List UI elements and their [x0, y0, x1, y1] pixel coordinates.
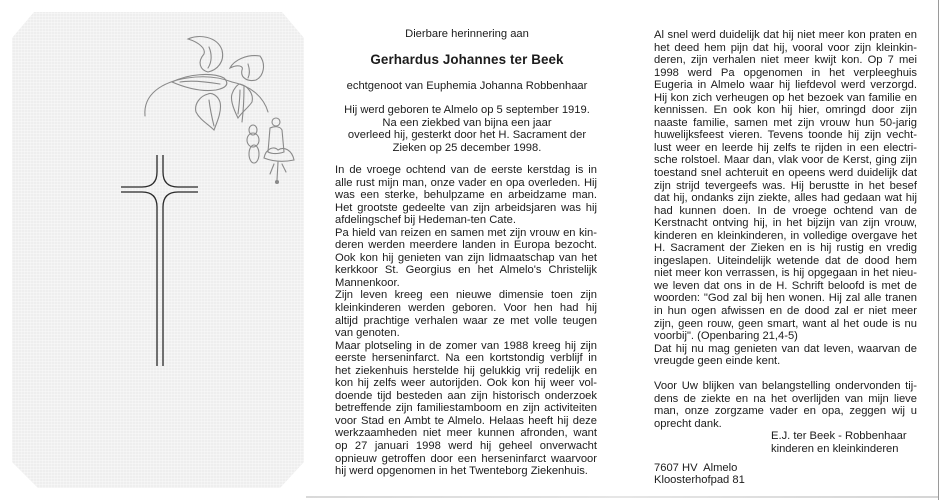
birth-death-block: [335, 104, 599, 154]
paragraph: Maar plotseling in de zomer van 1988 kreeg hij zijn eerste herseninfarct. Na een kortstondig verblijf in het ziekenhuis herstelde hij gelukkig vrij redelijk en kon hij zelfs weer autorijden. Ook kon hij weer voldoende tijd besteden aan zijn historisch onderzoek betreffende zijn familiestamboom en zijn activiteiten voor Stad en Ambt te Almelo. Helaas heeft hij deze werkzaamheden niet meer kunnen afronden, want op 27 januari 1998 werd hij geheel onverwacht opnieuw getroffen door een herseninfarct waarvoor hij werd opgenomen in het Twenteborg Ziekenhuis.: [335, 339, 597, 478]
intro-text: Dierbare herinnering aan: [405, 28, 529, 40]
paragraph: Dat hij nu mag genieten van dat leven, waarvan de vreugde geen einde kent.: [654, 342, 917, 368]
paragraph: Zijn leven kreeg een nieuwe dimensie toen zijn kleinkinderen werden geboren. Voor hen had hij altijd prachtige verhalen waar ze met volle teugen van genoten.: [335, 289, 597, 340]
address-line-2: Kloosterhofpad 81: [654, 474, 745, 487]
panel-bottom-edge: [306, 496, 938, 498]
paragraph: Al snel werd duidelijk dat hij niet meer kon praten en het deed hem pijn dat hij, vooral voor zijn kleinkinderen, zijn verhalen niet meer kwijt kon. Op 7 mei 1998 werd Pa opgenomen in het verpleeghuis Eugeria in Almelo waar hij liefdevol werd verzorgd. Hij kon zich verheugen op het bezoek van familie en kennissen. En ook kon hij hier, omringd door zijn naaste familie, samen met zijn vrouw hun 50-jarig huwelijksfeest vieren. Tevens toonde hij zijn vechtlust weer en leerde hij zelfs te rijden in een electrische rolstoel. Maar dan, vlak voor de Kerst, ging zijn toestand snel achteruit en opeens werd duidelijk dat zijn strijd tevergeefs was. Hij berustte in het besef dat hij, ondanks zijn ziekte, alles had gedaan wat hij had kunnen doen. In de vroege ochtend van de Kerstnacht ontving hij, in het bijzijn van zijn vrouw, kinderen en kleinkinderen, in volledige overgave het H. Sacrament der Zieken en is hij rustig en vredig ingeslapen. Uiteindelijk wetende dat de dood hem niet meer kon verrassen, is hij opgegaan in het nieuwe leven dat ons in de H. Schrift beloofd is met de woorden: "God zal bij hen wonen. Hij zal alle tranen in hun ogen afwissen en de dood zal er niet meer zijn, geen rouw, geen smart, want al het oude is nu voorbij". (Openbaring 21,4-5): [654, 29, 917, 343]
paragraph: In de vroege ochtend van de eerste kerstdag is in alle rust mijn man, onze vader en opa overleden. Hij was een sterke, behulpzame en arbeidzame man. Het grootste gedeelte van zijn arbeidsjaren was hij afdelingschef bij Hedeman-ten Cate.: [335, 164, 597, 227]
card-front: [12, 12, 304, 488]
fuchsia-flower-icon: [145, 37, 294, 184]
thanks-text: Voor Uw blijken van belangstelling ondervonden tijdens de ziekte en na het overlijden van mijn lieve man, onze zorgzame vader en opa, zeggen wij u oprecht dank.: [654, 380, 917, 430]
card-illustration: [12, 12, 304, 488]
birth-line: Na een ziekbed van bijna een jaar: [382, 116, 552, 129]
signature-line-1: E.J. ter Beek - Robbenhaar: [771, 430, 907, 443]
signature-line-2: kinderen en kleinkinderen: [771, 443, 899, 455]
birth-line: Zieken op 25 december 1998.: [392, 141, 542, 154]
birth-line: Hij werd geboren te Almelo op 5 september 1919.: [344, 104, 590, 116]
cross-icon: [121, 155, 198, 366]
life-story-continued: [654, 29, 917, 487]
life-story: [335, 164, 597, 478]
paragraph: Pa hield van reizen en samen met zijn vrouw en kinderen werden meerdere landen in Europa bezocht. Ook kon hij genieten van zijn lidmaatschap van het kerkkoor St. Georgius en het Almelo's Christelijk Mannenkoor.: [335, 226, 597, 289]
spouse-text: echtgenoot van Euphemia Johanna Robbenhaar: [346, 80, 588, 92]
deceased-name: Gerhardus Johannes ter Beek: [370, 52, 564, 67]
address-line-1: 7607 HV Almelo: [654, 461, 738, 474]
birth-line: overleed hij, gesterkt door het H. Sacrament der: [347, 129, 587, 142]
